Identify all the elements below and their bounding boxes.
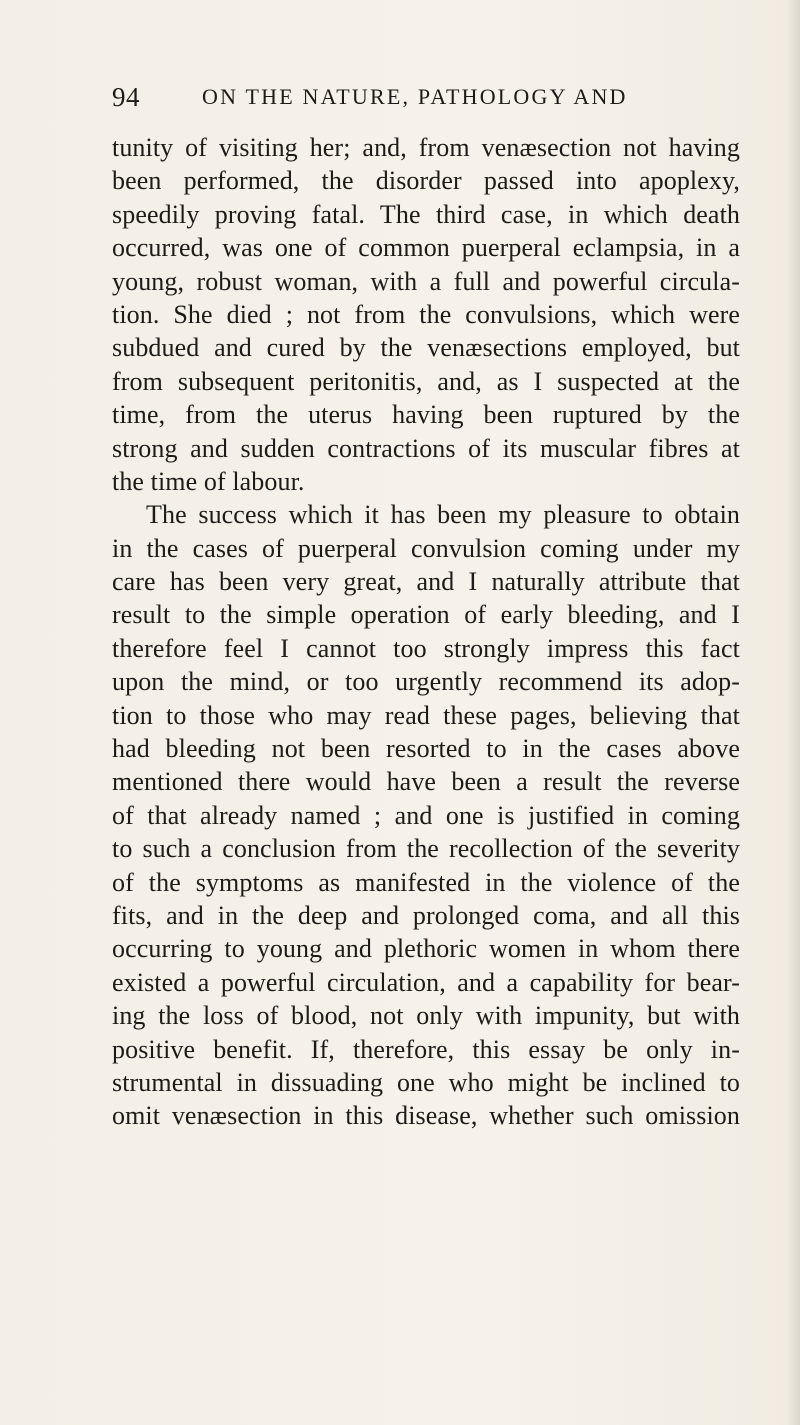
text-line: omit venæsection in this disease, whether such omission	[112, 1101, 740, 1131]
text-line: tion to those who may read these pages, believing that	[112, 700, 740, 730]
page-number: 94	[112, 82, 140, 112]
text-line: been performed, the disorder passed into apoplexy,	[112, 166, 740, 196]
text-line: ing the loss of blood, not only with impunity, but with	[112, 1001, 740, 1031]
text-line: positive benefit. If, therefore, this essay be only in-	[112, 1034, 740, 1064]
text-line: tion. She died ; not from the convulsions, which were	[112, 299, 740, 329]
text-line: therefore feel I cannot too strongly impress this fact	[112, 633, 740, 663]
text-line: the time of labour.	[112, 466, 305, 496]
text-line: of that already named ; and one is justified in coming	[112, 800, 740, 830]
text-line: occurred, was one of common puerperal eclampsia, in a	[112, 233, 740, 263]
text-line: strong and sudden contractions of its muscular fibres at	[112, 433, 740, 463]
page-edge-shadow	[786, 0, 800, 1425]
running-title: ON THE NATURE, PATHOLOGY AND	[202, 84, 628, 109]
text-line: mentioned there would have been a result the reverse	[112, 767, 740, 797]
text-line: to such a conclusion from the recollection of the severity	[112, 834, 740, 864]
body-text	[112, 131, 740, 1133]
text-line: in the cases of puerperal convulsion coming under my	[112, 533, 740, 563]
text-line: upon the mind, or too urgently recommend its adop-	[112, 667, 740, 697]
text-line: time, from the uterus having been ruptured by the	[112, 400, 740, 430]
text-line: subdued and cured by the venæsections employed, but	[112, 333, 740, 363]
text-line: care has been very great, and I naturally attribute that	[112, 567, 740, 597]
running-header	[112, 82, 722, 118]
text-line: strumental in dissuading one who might be inclined to	[112, 1067, 740, 1097]
text-line: tunity of visiting her; and, from venæsection not having	[112, 133, 740, 162]
text-line: result to the simple operation of early bleeding, and I	[112, 600, 740, 630]
text-line: fits, and in the deep and prolonged coma, and all this	[112, 900, 740, 930]
text-line: existed a powerful circulation, and a capability for bear-	[112, 967, 740, 997]
text-line: occurring to young and plethoric women in whom there	[112, 934, 740, 964]
text-line: had bleeding not been resorted to in the cases above	[112, 734, 740, 764]
text-line: from subsequent peritonitis, and, as I suspected at the	[112, 366, 740, 396]
text-line: of the symptoms as manifested in the violence of the	[112, 867, 740, 897]
text-line: The success which it has been my pleasure to obtain	[146, 500, 740, 530]
text-line: speedily proving fatal. The third case, in which death	[112, 199, 740, 229]
text-line: young, robust woman, with a full and powerful circula-	[112, 266, 740, 296]
